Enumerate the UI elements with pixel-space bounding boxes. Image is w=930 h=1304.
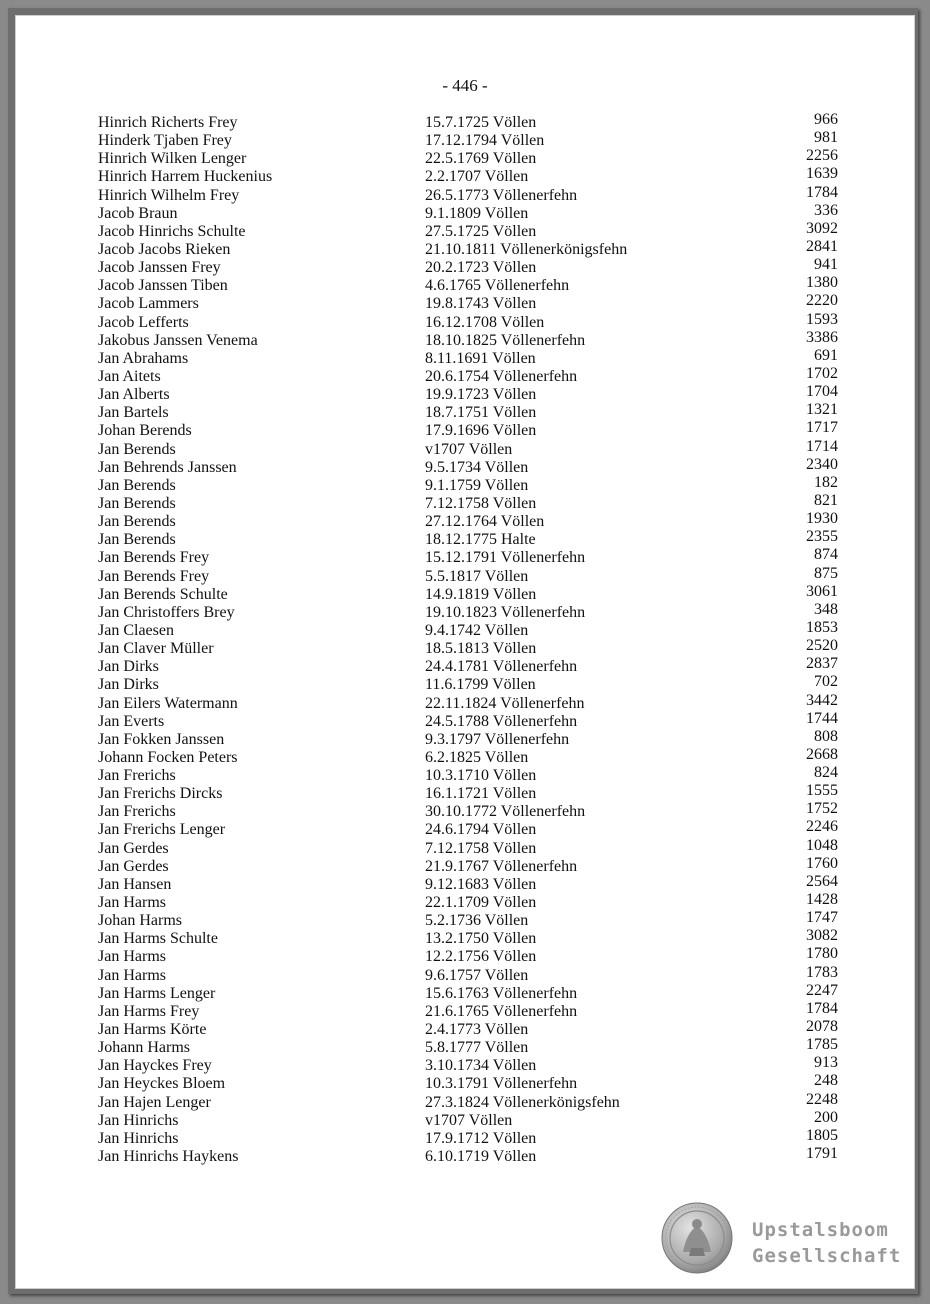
entry-birth: 17.12.1794 Völlen [425, 132, 545, 150]
entry-number: 2248 [806, 1090, 838, 1108]
entry-name: Jan Hayckes Frey [98, 1057, 212, 1075]
entry-name: Jan Berends [98, 476, 176, 494]
entry-name: Jan Gerdes [98, 839, 169, 857]
list-item [98, 292, 838, 313]
entry-birth: 27.5.1725 Völlen [425, 222, 537, 240]
entry-birth: 9.6.1757 Völlen [425, 966, 529, 984]
list-item [98, 1145, 838, 1166]
entry-number: 348 [814, 600, 838, 618]
entry-birth: 18.5.1813 Völlen [425, 640, 537, 658]
entry-number: 3082 [806, 927, 838, 945]
entry-name: Jan Hajen Lenger [98, 1093, 211, 1111]
entry-name: Jacob Lefferts [98, 313, 189, 331]
entry-number: 941 [814, 256, 838, 274]
entry-name: Jan Hinrichs Haykens [98, 1148, 239, 1166]
entry-name: Jacob Hinrichs Schulte [98, 222, 246, 240]
entry-birth: 26.5.1773 Völlenerfehn [425, 186, 578, 204]
entry-number: 913 [814, 1054, 838, 1072]
entry-name: Jan Dirks [98, 658, 159, 676]
entry-name: Jan Harms Schulte [98, 930, 218, 948]
entry-name: Jakobus Janssen Venema [98, 331, 258, 349]
entry-number: 200 [814, 1108, 838, 1126]
entry-name: Johan Berends [98, 422, 192, 440]
list-item [98, 401, 838, 422]
entry-birth: 16.12.1708 Völlen [425, 313, 545, 331]
entry-birth: 9.3.1797 Völlenerfehn [425, 730, 570, 748]
list-item [98, 564, 838, 586]
entry-name: Jan Frerichs Lenger [98, 821, 226, 839]
entry-birth: 21.10.1811 Völlenerkönigsfehn [425, 240, 628, 258]
entry-name: Jan Harms Lenger [98, 984, 216, 1002]
society-brand [752, 1217, 901, 1269]
list-item [98, 945, 838, 966]
entry-birth: 30.10.1772 Völlenerfehn [425, 803, 586, 821]
list-item [98, 854, 838, 876]
entry-number: 1714 [806, 437, 838, 455]
entry-birth: 18.12.1775 Halte [425, 531, 536, 549]
entry-number: 2520 [806, 637, 838, 655]
list-item [98, 183, 838, 205]
entry-birth: 27.12.1764 Völlen [425, 513, 545, 531]
entry-number: 1321 [806, 401, 838, 419]
list-item [98, 328, 838, 350]
entry-number: 1744 [806, 709, 838, 727]
entry-birth: 27.3.1824 Völlenerkönigsfehn [425, 1093, 620, 1111]
entry-number: 1930 [806, 510, 838, 528]
entry-birth: 9.12.1683 Völlen [425, 875, 537, 893]
entry-name: Hinrich Richerts Frey [98, 114, 238, 131]
entry-name: Jan Claesen [98, 621, 174, 639]
entry-name: Jan Claver Müller [98, 640, 214, 658]
entry-number: 966 [814, 111, 838, 128]
entry-number: 2247 [806, 981, 838, 999]
entry-name: Jan Berends Frey [98, 567, 210, 585]
entry-number: 1428 [806, 891, 838, 909]
entry-birth: 9.4.1742 Völlen [425, 621, 529, 639]
list-item [98, 981, 838, 1003]
entry-number: 1791 [806, 1145, 838, 1163]
entry-birth: 18.7.1751 Völlen [425, 404, 537, 422]
list-item [98, 1054, 838, 1075]
list-item [98, 510, 838, 531]
entry-number: 691 [814, 346, 838, 364]
list-item [98, 147, 838, 168]
entry-name: Jan Abrahams [98, 349, 189, 367]
entry-birth: 15.7.1725 Völlen [425, 114, 537, 131]
entry-number: 1747 [806, 909, 838, 927]
document-page [15, 15, 915, 1289]
entry-name: Jan Christoffers Brey [98, 603, 235, 621]
entry-number: 1784 [806, 183, 838, 201]
entry-birth: 18.10.1825 Völlenerfehn [425, 331, 586, 349]
entry-number: 1704 [806, 383, 838, 401]
list-item [98, 201, 838, 223]
entry-name: Jan Aitets [98, 367, 161, 385]
list-item [98, 491, 838, 513]
list-item [98, 419, 838, 440]
entry-number: 3386 [806, 328, 838, 346]
entry-birth: 10.3.1791 Völlenerfehn [425, 1075, 578, 1093]
entry-birth: 10.3.1710 Völlen [425, 767, 537, 785]
list-item [98, 637, 838, 658]
entry-birth: 17.9.1712 Völlen [425, 1129, 537, 1147]
entry-birth: 8.11.1691 Völlen [425, 349, 536, 367]
entry-name: Johann Harms [98, 1039, 190, 1057]
list-item [98, 364, 838, 386]
entry-number: 1752 [806, 800, 838, 818]
entry-number: 2256 [806, 147, 838, 165]
list-item [98, 745, 838, 767]
list-item [98, 165, 838, 186]
entry-list [98, 111, 838, 1166]
entry-number: 1805 [806, 1126, 838, 1144]
list-item [98, 437, 838, 459]
entry-name: Jan Hinrichs [98, 1129, 179, 1147]
entry-birth: 3.10.1734 Völlen [425, 1057, 537, 1075]
entry-number: 1555 [806, 782, 838, 800]
entry-birth: v1707 Völlen [425, 440, 513, 458]
list-item [98, 800, 838, 821]
entry-number: 2564 [806, 872, 838, 890]
entry-birth: 9.5.1734 Völlen [425, 458, 529, 476]
entry-number: 2841 [806, 237, 838, 255]
list-item [98, 600, 838, 622]
entry-number: 182 [814, 473, 838, 491]
entry-name: Jan Bartels [98, 404, 169, 422]
entry-name: Jan Berends Frey [98, 549, 210, 567]
entry-name: Jan Berends [98, 494, 176, 512]
entry-name: Jan Fokken Janssen [98, 730, 225, 748]
entry-birth: 16.1.1721 Völlen [425, 785, 537, 803]
entry-number: 1702 [806, 364, 838, 382]
entry-number: 874 [814, 546, 838, 564]
entry-birth: 13.2.1750 Völlen [425, 930, 537, 948]
list-item [98, 546, 838, 567]
list-item [98, 655, 838, 676]
list-item [98, 582, 838, 604]
entry-name: Jan Everts [98, 712, 165, 730]
list-item [98, 383, 838, 404]
entry-birth: 15.6.1763 Völlenerfehn [425, 984, 578, 1002]
entry-number: 1048 [806, 836, 838, 854]
list-item [98, 764, 838, 785]
list-item [98, 310, 838, 332]
entry-number: 2668 [806, 745, 838, 763]
entry-name: Jan Harms [98, 966, 166, 984]
entry-number: 336 [814, 201, 838, 219]
entry-name: Jan Berends [98, 440, 176, 458]
list-item [98, 927, 838, 948]
list-item [98, 346, 838, 368]
list-item [98, 818, 838, 839]
list-item [98, 1090, 838, 1112]
entry-name: Hinrich Wilhelm Frey [98, 186, 240, 204]
entry-name: Hinrich Harrem Huckenius [98, 168, 273, 186]
entry-name: Jan Frerichs [98, 767, 176, 785]
entry-name: Jan Berends [98, 513, 176, 531]
entry-name: Jacob Lammers [98, 295, 199, 313]
list-item [98, 455, 838, 477]
entry-number: 702 [814, 673, 838, 691]
entry-birth: 22.11.1824 Völlenerfehn [425, 694, 585, 712]
list-item [98, 256, 838, 277]
entry-birth: 5.2.1736 Völlen [425, 912, 529, 930]
entry-birth: 12.2.1756 Völlen [425, 948, 537, 966]
entry-birth: 2.4.1773 Völlen [425, 1021, 529, 1039]
entry-birth: 7.12.1758 Völlen [425, 494, 537, 512]
entry-name: Johann Focken Peters [98, 748, 238, 766]
society-seal-icon [661, 1202, 733, 1274]
entry-number: 2340 [806, 455, 838, 473]
entry-name: Hinderk Tjaben Frey [98, 132, 232, 150]
entry-name: Jacob Janssen Frey [98, 259, 221, 277]
entry-name: Jan Harms Frey [98, 1002, 200, 1020]
entry-number: 2078 [806, 1018, 838, 1036]
entry-name: Hinrich Wilken Lenger [98, 150, 247, 168]
list-item [98, 1072, 838, 1093]
brand-line-2: Gesellschaft [752, 1245, 902, 1267]
entry-name: Jan Gerdes [98, 857, 169, 875]
entry-birth: 5.8.1777 Völlen [425, 1039, 529, 1057]
list-item [98, 129, 838, 150]
entry-number: 1380 [806, 274, 838, 292]
entry-number: 981 [814, 129, 838, 147]
entry-birth: 17.9.1696 Völlen [425, 422, 537, 440]
entry-name: Jan Alberts [98, 386, 170, 404]
entry-name: Jan Hansen [98, 875, 172, 893]
entry-number: 1783 [806, 963, 838, 981]
entry-birth: 19.10.1823 Völlenerfehn [425, 603, 586, 621]
entry-name: Jacob Braun [98, 204, 178, 222]
entry-number: 2220 [806, 292, 838, 310]
entry-birth: v1707 Völlen [425, 1111, 513, 1129]
list-item [98, 237, 838, 259]
entry-name: Jan Harms Körte [98, 1021, 207, 1039]
list-item [98, 111, 838, 132]
entry-birth: 6.10.1719 Völlen [425, 1148, 537, 1166]
entry-name: Jacob Janssen Tiben [98, 277, 228, 295]
entry-name: Jan Frerichs Dircks [98, 785, 223, 803]
entry-birth: 20.2.1723 Völlen [425, 259, 537, 277]
page-number: - 446 - [442, 76, 488, 95]
entry-number: 1639 [806, 165, 838, 183]
list-item [98, 891, 838, 912]
entry-name: Johan Harms [98, 912, 182, 930]
entry-number: 1760 [806, 854, 838, 872]
entry-birth: 7.12.1758 Völlen [425, 839, 537, 857]
entry-number: 1853 [806, 618, 838, 636]
list-item [98, 673, 838, 694]
entry-number: 1784 [806, 999, 838, 1017]
list-item [98, 727, 838, 749]
brand-line-1: Upstalsboom [752, 1219, 889, 1241]
entry-number: 1785 [806, 1036, 838, 1054]
list-item [98, 1036, 838, 1057]
entry-name: Jan Berends [98, 531, 176, 549]
entry-number: 1717 [806, 419, 838, 437]
list-item [98, 528, 838, 549]
list-item [98, 836, 838, 858]
entry-name: Jan Eilers Watermann [98, 694, 238, 712]
list-item [98, 274, 838, 295]
entry-name: Jan Dirks [98, 676, 159, 694]
list-item [98, 999, 838, 1021]
entry-number: 3092 [806, 219, 838, 237]
list-item [98, 963, 838, 985]
entry-number: 248 [814, 1072, 838, 1090]
list-item [98, 1108, 838, 1130]
list-item [98, 618, 838, 640]
list-item [98, 691, 838, 713]
entry-birth: 24.4.1781 Völlenerfehn [425, 658, 578, 676]
entry-name: Jan Berends Schulte [98, 585, 228, 603]
list-item [98, 782, 838, 803]
entry-number: 824 [814, 764, 838, 782]
list-item [98, 872, 838, 894]
entry-birth: 24.5.1788 Völlenerfehn [425, 712, 578, 730]
entry-birth: 19.9.1723 Völlen [425, 386, 537, 404]
entry-birth: 11.6.1799 Völlen [425, 676, 536, 694]
entry-number: 875 [814, 564, 838, 582]
entry-birth: 9.1.1759 Völlen [425, 476, 529, 494]
entry-birth: 15.12.1791 Völlenerfehn [425, 549, 586, 567]
entry-name: Jan Hinrichs [98, 1111, 179, 1129]
entry-number: 3061 [806, 582, 838, 600]
entry-name: Jan Heyckes Bloem [98, 1075, 226, 1093]
entry-name: Jan Behrends Janssen [98, 458, 237, 476]
list-item [98, 473, 838, 495]
entry-birth: 14.9.1819 Völlen [425, 585, 537, 603]
entry-birth: 9.1.1809 Völlen [425, 204, 529, 222]
list-item [98, 709, 838, 731]
entry-number: 2355 [806, 528, 838, 546]
entry-birth: 5.5.1817 Völlen [425, 567, 529, 585]
list-item [98, 1126, 838, 1148]
list-item [98, 1018, 838, 1039]
entry-name: Jan Harms [98, 948, 166, 966]
entry-birth: 4.6.1765 Völlenerfehn [425, 277, 570, 295]
entry-number: 2837 [806, 655, 838, 673]
entry-birth: 2.2.1707 Völlen [425, 168, 529, 186]
entry-birth: 22.5.1769 Völlen [425, 150, 537, 168]
entry-number: 1780 [806, 945, 838, 963]
list-item [98, 219, 838, 241]
entry-number: 2246 [806, 818, 838, 836]
entry-name: Jacob Jacobs Rieken [98, 240, 231, 258]
entry-birth: 6.2.1825 Völlen [425, 748, 529, 766]
entry-birth: 22.1.1709 Völlen [425, 894, 537, 912]
entry-birth: 21.9.1767 Völlenerfehn [425, 857, 578, 875]
entry-number: 3442 [806, 691, 838, 709]
entry-number: 1593 [806, 310, 838, 328]
list-item [98, 909, 838, 930]
entry-number: 821 [814, 491, 838, 509]
entry-name: Jan Frerichs [98, 803, 176, 821]
entry-birth: 24.6.1794 Völlen [425, 821, 537, 839]
entry-birth: 20.6.1754 Völlenerfehn [425, 367, 578, 385]
entry-name: Jan Harms [98, 894, 166, 912]
entry-birth: 21.6.1765 Völlenerfehn [425, 1002, 578, 1020]
entry-number: 808 [814, 727, 838, 745]
entry-birth: 19.8.1743 Völlen [425, 295, 537, 313]
